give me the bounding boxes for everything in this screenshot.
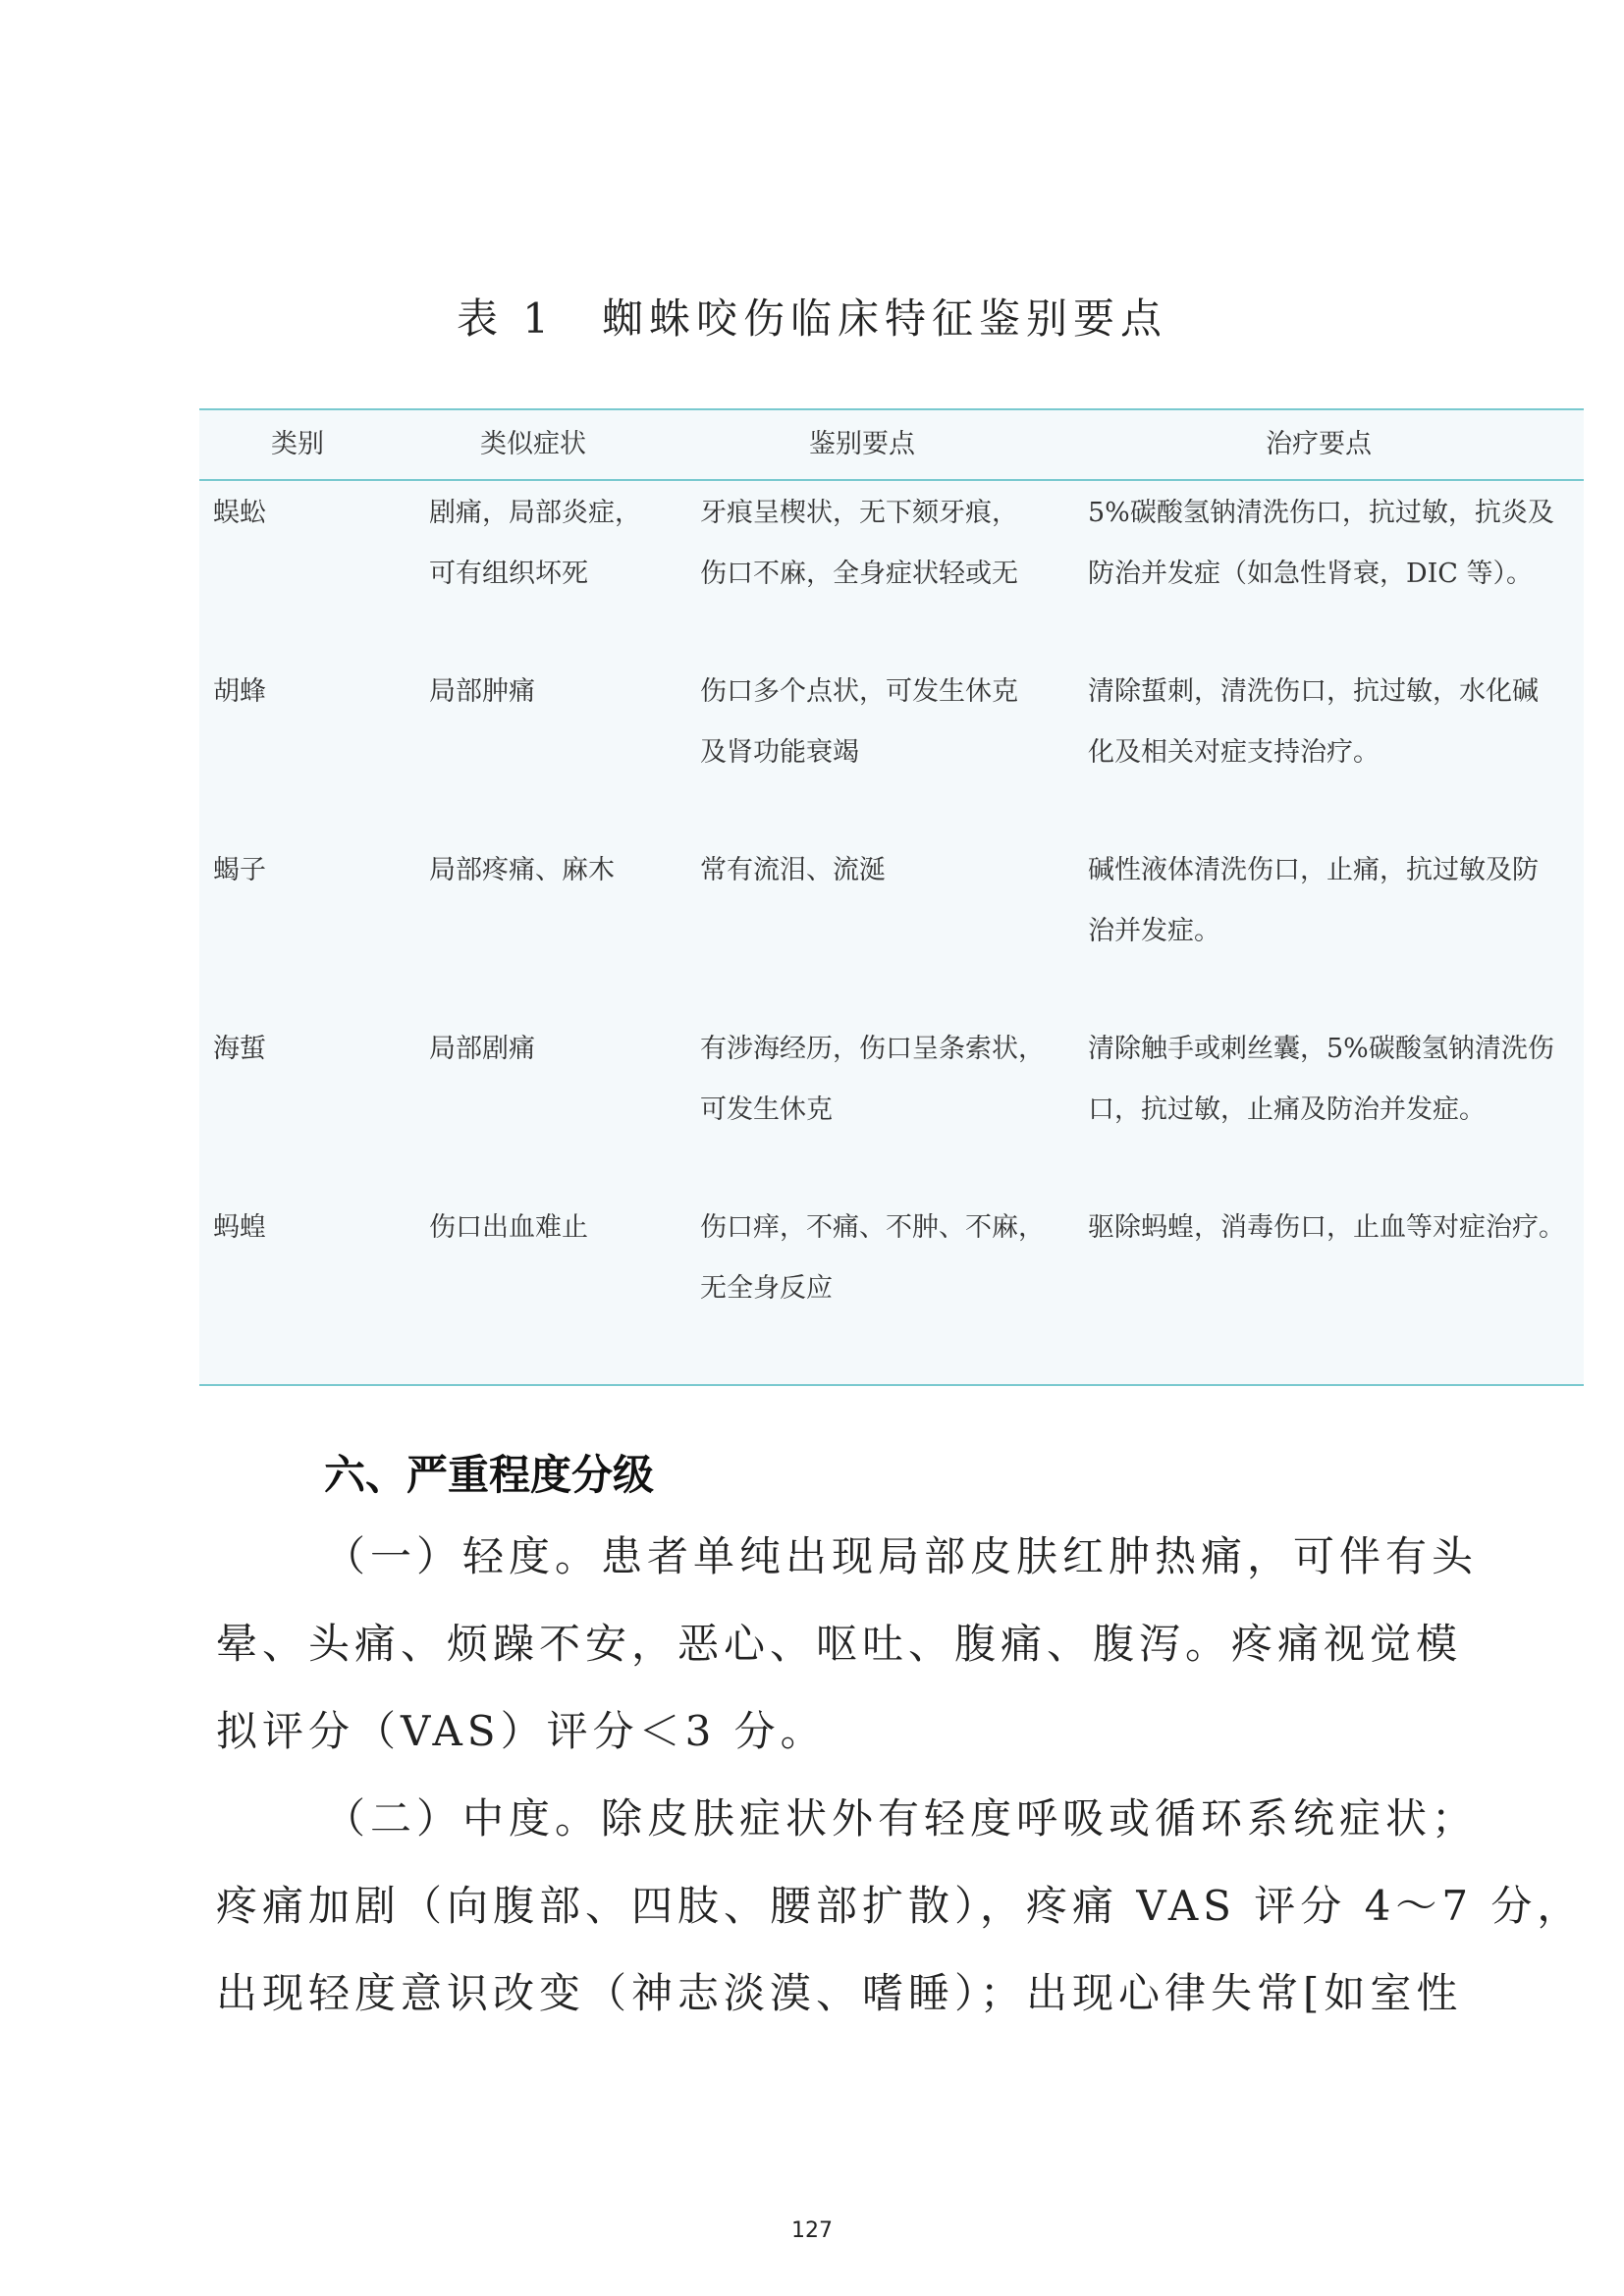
points-line: 及肾功能衰竭 xyxy=(700,737,859,768)
row-symptoms xyxy=(429,840,615,901)
row-points xyxy=(700,1019,1045,1141)
points-line: 伤口痒，不痛、不肿、不麻， xyxy=(700,1212,1045,1243)
section-heading: 六、严重程度分级 xyxy=(324,1451,655,1499)
points-line: 可发生休克 xyxy=(700,1095,833,1125)
points-line: 常有流泪、流涎 xyxy=(700,855,886,885)
symptoms-line: 局部肿痛 xyxy=(429,676,535,707)
header-treatment: 治疗要点 xyxy=(1266,429,1372,459)
row-category: 蝎子 xyxy=(213,855,266,885)
treatment-line: 防治并发症（如急性肾衰，DIC 等）。 xyxy=(1088,559,1534,589)
row-treatment xyxy=(1088,662,1539,783)
symptoms-line: 可有组织坏死 xyxy=(429,559,588,589)
row-points xyxy=(700,840,886,901)
row-treatment xyxy=(1088,840,1539,962)
page-number: 127 xyxy=(791,2218,833,2243)
row-treatment xyxy=(1088,1019,1554,1141)
header-points: 鉴别要点 xyxy=(809,429,915,459)
paragraph-line: 晕、头痛、烦躁不安，恶心、呕吐、腹痛、腹泻。疼痛视觉模 xyxy=(216,1620,1463,1668)
row-points xyxy=(700,662,1018,783)
treatment-line: 口，抗过敏，止痛及防治并发症。 xyxy=(1088,1095,1486,1125)
treatment-line: 治并发症。 xyxy=(1088,916,1220,946)
row-category: 蜈蚣 xyxy=(213,498,266,528)
treatment-line: 碱性液体清洗伤口，止痛，抗过敏及防 xyxy=(1088,855,1539,885)
points-line: 伤口多个点状，可发生休克 xyxy=(700,676,1018,707)
table-title: 表 1 蜘蛛咬伤临床特征鉴别要点 xyxy=(456,294,1168,343)
treatment-line: 清除触手或刺丝囊，5%碳酸氢钠清洗伤 xyxy=(1088,1034,1554,1064)
points-line: 伤口不麻，全身症状轻或无 xyxy=(700,559,1018,589)
paragraph-line: （二）中度。除皮肤症状外有轻度呼吸或循环系统症状； xyxy=(324,1794,1479,1842)
treatment-line: 化及相关对症支持治疗。 xyxy=(1088,737,1380,768)
header-category: 类别 xyxy=(271,429,324,459)
symptoms-line: 局部疼痛、麻木 xyxy=(429,855,615,885)
points-line: 无全身反应 xyxy=(700,1273,833,1304)
treatment-line: 5%碳酸氢钠清洗伤口，抗过敏，抗炎及 xyxy=(1088,498,1554,528)
row-symptoms xyxy=(429,483,641,605)
paragraph-line: 拟评分（VAS）评分＜3 分。 xyxy=(216,1707,827,1755)
table-header xyxy=(199,410,1584,481)
paragraph-line: 疼痛加剧（向腹部、四肢、腰部扩散），疼痛 VAS 评分 4～7 分， xyxy=(216,1882,1584,1930)
row-category: 胡蜂 xyxy=(213,676,266,707)
row-category: 蚂蝗 xyxy=(213,1212,266,1243)
differential-table xyxy=(199,408,1584,1386)
header-symptoms: 类似症状 xyxy=(480,429,586,459)
symptoms-line: 剧痛，局部炎症， xyxy=(429,498,641,528)
row-category: 海蜇 xyxy=(213,1034,266,1064)
points-line: 有涉海经历，伤口呈条索状， xyxy=(700,1034,1045,1064)
paragraph-line: （一）轻度。患者单纯出现局部皮肤红肿热痛，可伴有头 xyxy=(324,1532,1479,1580)
symptoms-line: 伤口出血难止 xyxy=(429,1212,588,1243)
treatment-line: 清除蜇刺，清洗伤口，抗过敏，水化碱 xyxy=(1088,676,1539,707)
row-symptoms xyxy=(429,1019,535,1080)
row-symptoms xyxy=(429,662,535,722)
points-line: 牙痕呈楔状，无下颏牙痕， xyxy=(700,498,1018,528)
row-treatment xyxy=(1088,1198,1565,1258)
symptoms-line: 局部剧痛 xyxy=(429,1034,535,1064)
row-treatment xyxy=(1088,483,1554,605)
row-points xyxy=(700,483,1018,605)
treatment-line: 驱除蚂蝗，消毒伤口，止血等对症治疗。 xyxy=(1088,1212,1565,1243)
paragraph-line: 出现轻度意识改变（神志淡漠、嗜睡）；出现心律失常[如室性 xyxy=(216,1969,1463,2017)
row-points xyxy=(700,1198,1045,1319)
row-symptoms xyxy=(429,1198,588,1258)
